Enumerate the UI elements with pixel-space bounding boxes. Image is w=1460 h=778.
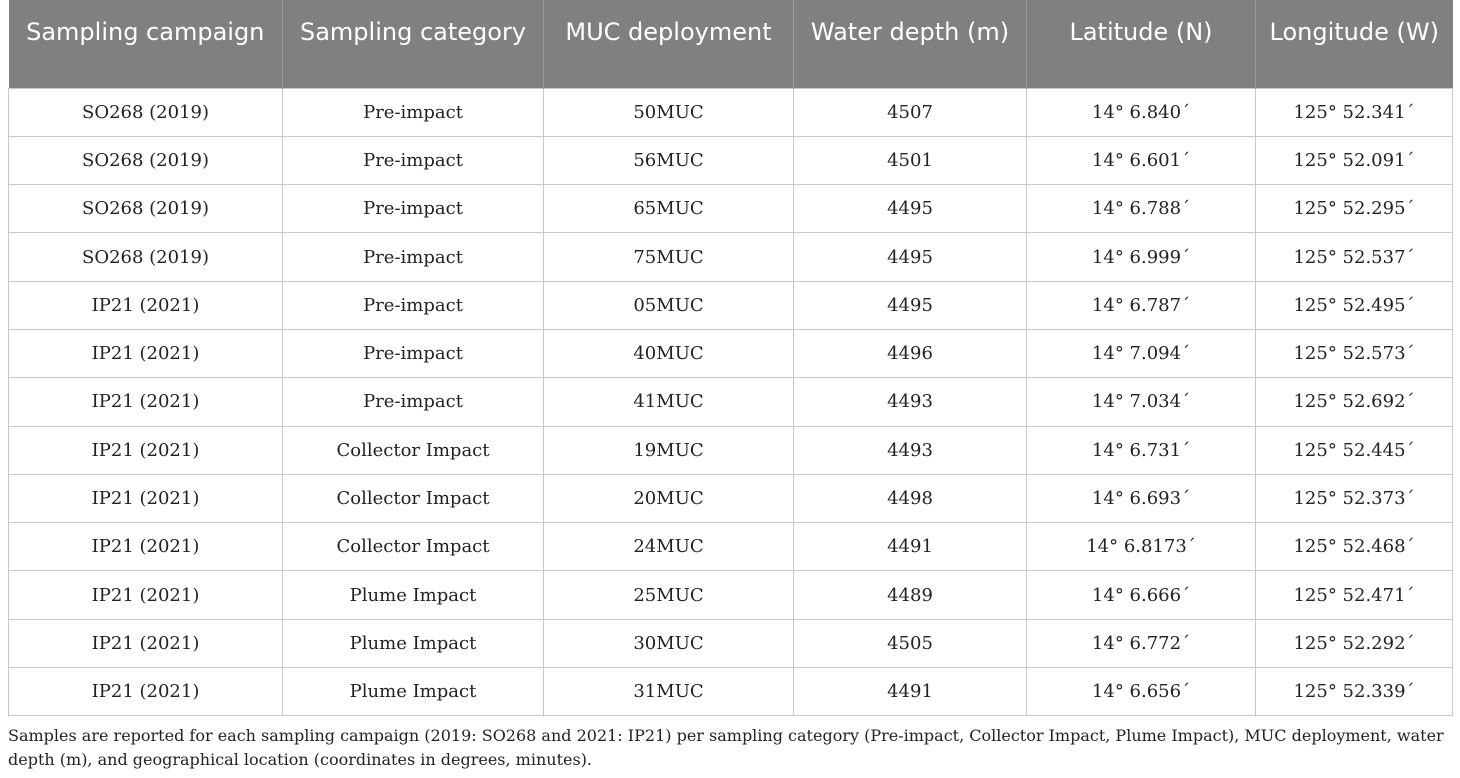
table-header — [9, 0, 1453, 88]
cell-water-depth: 4501 — [794, 136, 1027, 184]
cell-latitude: 14° 7.034´ — [1027, 378, 1256, 426]
sampling-table-container — [8, 0, 1452, 716]
table-row — [9, 426, 1453, 474]
header-water-depth: Water depth (m) — [794, 0, 1027, 88]
cell-sampling-campaign: IP21 (2021) — [9, 523, 283, 571]
cell-water-depth: 4498 — [794, 474, 1027, 522]
cell-sampling-campaign: SO268 (2019) — [9, 88, 283, 136]
cell-muc-deployment: 75MUC — [544, 233, 794, 281]
cell-water-depth: 4495 — [794, 281, 1027, 329]
cell-water-depth: 4507 — [794, 88, 1027, 136]
table-row — [9, 668, 1453, 716]
sampling-table — [8, 0, 1453, 716]
cell-muc-deployment: 56MUC — [544, 136, 794, 184]
cell-sampling-category: Plume Impact — [283, 668, 544, 716]
cell-sampling-campaign: SO268 (2019) — [9, 233, 283, 281]
table-row — [9, 88, 1453, 136]
cell-sampling-campaign: IP21 (2021) — [9, 619, 283, 667]
table-row — [9, 474, 1453, 522]
cell-longitude: 125° 52.445´ — [1256, 426, 1453, 474]
cell-muc-deployment: 20MUC — [544, 474, 794, 522]
table-row — [9, 523, 1453, 571]
cell-sampling-category: Pre-impact — [283, 378, 544, 426]
cell-muc-deployment: 65MUC — [544, 185, 794, 233]
cell-sampling-campaign: SO268 (2019) — [9, 185, 283, 233]
cell-muc-deployment: 24MUC — [544, 523, 794, 571]
cell-longitude: 125° 52.295´ — [1256, 185, 1453, 233]
cell-water-depth: 4493 — [794, 426, 1027, 474]
cell-latitude: 14° 6.999´ — [1027, 233, 1256, 281]
cell-sampling-campaign: IP21 (2021) — [9, 281, 283, 329]
cell-latitude: 14° 6.772´ — [1027, 619, 1256, 667]
cell-longitude: 125° 52.292´ — [1256, 619, 1453, 667]
header-sampling-campaign: Sampling campaign — [9, 0, 283, 88]
cell-sampling-campaign: IP21 (2021) — [9, 329, 283, 377]
cell-latitude: 14° 6.788´ — [1027, 185, 1256, 233]
cell-sampling-category: Plume Impact — [283, 619, 544, 667]
cell-sampling-campaign: IP21 (2021) — [9, 426, 283, 474]
cell-water-depth: 4505 — [794, 619, 1027, 667]
cell-latitude: 14° 6.666´ — [1027, 571, 1256, 619]
table-row — [9, 571, 1453, 619]
table-row — [9, 378, 1453, 426]
cell-longitude: 125° 52.339´ — [1256, 668, 1453, 716]
cell-sampling-category: Collector Impact — [283, 523, 544, 571]
cell-muc-deployment: 25MUC — [544, 571, 794, 619]
cell-muc-deployment: 19MUC — [544, 426, 794, 474]
cell-sampling-category: Pre-impact — [283, 281, 544, 329]
header-muc-deployment: MUC deployment — [544, 0, 794, 88]
cell-sampling-campaign: IP21 (2021) — [9, 474, 283, 522]
cell-latitude: 14° 6.731´ — [1027, 426, 1256, 474]
cell-longitude: 125° 52.495´ — [1256, 281, 1453, 329]
cell-latitude: 14° 6.656´ — [1027, 668, 1256, 716]
cell-longitude: 125° 52.468´ — [1256, 523, 1453, 571]
cell-water-depth: 4495 — [794, 233, 1027, 281]
cell-muc-deployment: 41MUC — [544, 378, 794, 426]
cell-longitude: 125° 52.692´ — [1256, 378, 1453, 426]
cell-sampling-category: Pre-impact — [283, 136, 544, 184]
cell-latitude: 14° 6.787´ — [1027, 281, 1256, 329]
cell-sampling-campaign: IP21 (2021) — [9, 571, 283, 619]
cell-water-depth: 4495 — [794, 185, 1027, 233]
cell-longitude: 125° 52.471´ — [1256, 571, 1453, 619]
cell-sampling-category: Collector Impact — [283, 426, 544, 474]
cell-sampling-category: Pre-impact — [283, 329, 544, 377]
header-row — [9, 0, 1453, 88]
cell-latitude: 14° 7.094´ — [1027, 329, 1256, 377]
cell-water-depth: 4491 — [794, 668, 1027, 716]
header-latitude: Latitude (N) — [1027, 0, 1256, 88]
cell-sampling-campaign: SO268 (2019) — [9, 136, 283, 184]
table-row — [9, 329, 1453, 377]
cell-water-depth: 4489 — [794, 571, 1027, 619]
cell-sampling-category: Pre-impact — [283, 185, 544, 233]
cell-latitude: 14° 6.840´ — [1027, 88, 1256, 136]
cell-latitude: 14° 6.8173´ — [1027, 523, 1256, 571]
cell-muc-deployment: 40MUC — [544, 329, 794, 377]
cell-sampling-campaign: IP21 (2021) — [9, 668, 283, 716]
cell-sampling-category: Plume Impact — [283, 571, 544, 619]
cell-muc-deployment: 05MUC — [544, 281, 794, 329]
cell-longitude: 125° 52.573´ — [1256, 329, 1453, 377]
cell-muc-deployment: 50MUC — [544, 88, 794, 136]
table-row — [9, 619, 1453, 667]
cell-latitude: 14° 6.693´ — [1027, 474, 1256, 522]
cell-sampling-category: Collector Impact — [283, 474, 544, 522]
cell-longitude: 125° 52.091´ — [1256, 136, 1453, 184]
cell-water-depth: 4496 — [794, 329, 1027, 377]
table-body — [9, 88, 1453, 716]
cell-sampling-campaign: IP21 (2021) — [9, 378, 283, 426]
cell-water-depth: 4493 — [794, 378, 1027, 426]
table-row — [9, 136, 1453, 184]
cell-longitude: 125° 52.341´ — [1256, 88, 1453, 136]
cell-longitude: 125° 52.537´ — [1256, 233, 1453, 281]
cell-water-depth: 4491 — [794, 523, 1027, 571]
cell-latitude: 14° 6.601´ — [1027, 136, 1256, 184]
cell-muc-deployment: 31MUC — [544, 668, 794, 716]
cell-sampling-category: Pre-impact — [283, 233, 544, 281]
cell-longitude: 125° 52.373´ — [1256, 474, 1453, 522]
table-caption: Samples are reported for each sampling campaign (2019: SO268 and 2021: IP21) per sampling category (Pre-impact, Collector Impact, Plume Impact), MUC deployment, water depth (m), and geographical location (coordinates in degrees, minutes). — [8, 726, 1444, 769]
cell-muc-deployment: 30MUC — [544, 619, 794, 667]
table-row — [9, 281, 1453, 329]
table-row — [9, 233, 1453, 281]
table-row — [9, 185, 1453, 233]
header-longitude: Longitude (W) — [1256, 0, 1453, 88]
cell-sampling-category: Pre-impact — [283, 88, 544, 136]
header-sampling-category: Sampling category — [283, 0, 544, 88]
